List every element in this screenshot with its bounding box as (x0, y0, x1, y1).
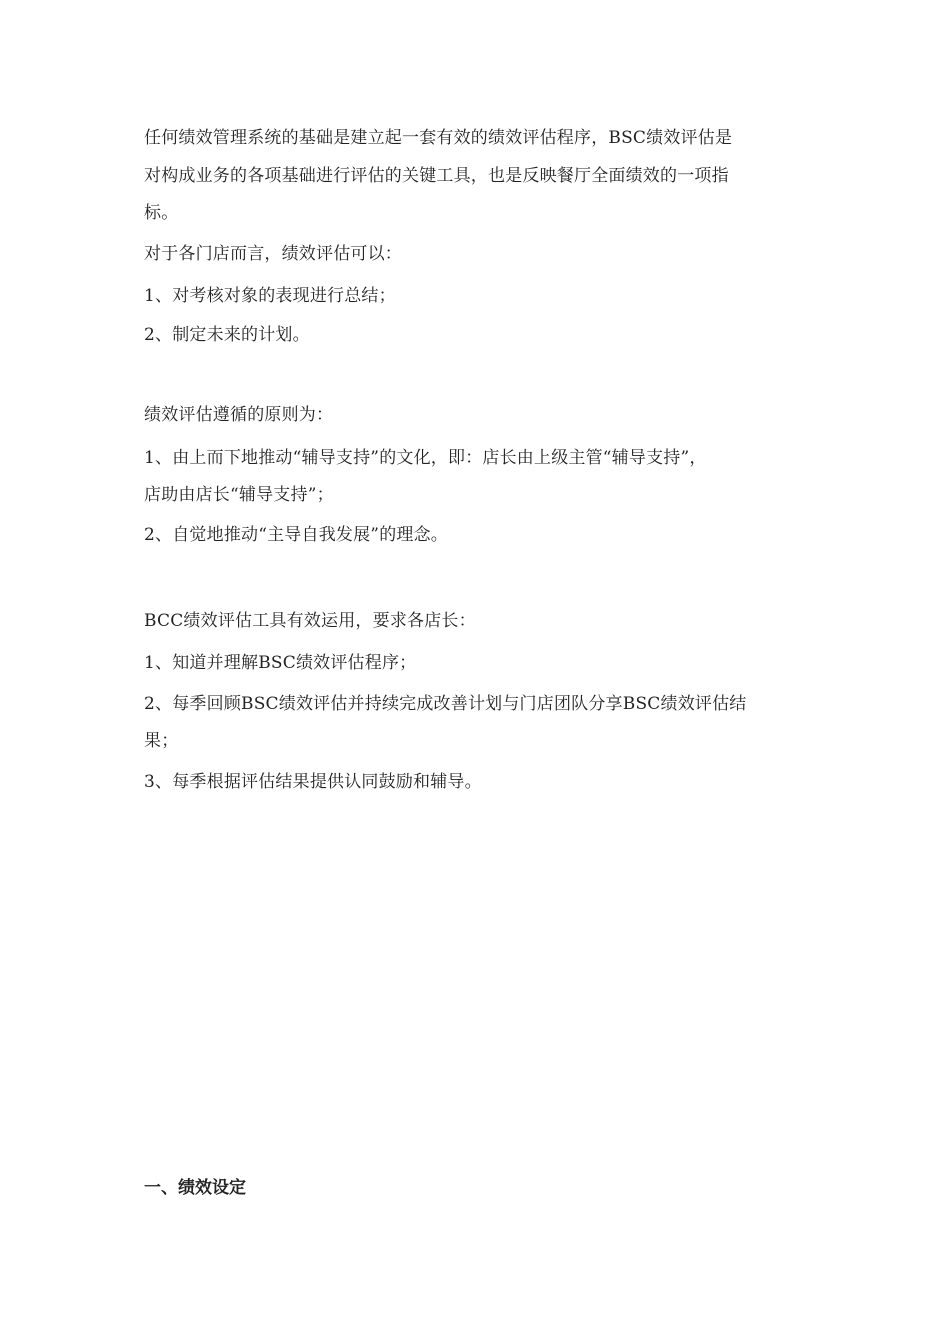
principles-lead: 绩效评估遵循的原则为： (144, 405, 334, 425)
principles-item-1-line-2: 店助由店长“辅导支持”； (144, 485, 334, 505)
requirements-item-1: 1、知道并理解BSC绩效评估程序； (144, 653, 417, 673)
requirements-item-3: 3、每季根据评估结果提供认同鼓励和辅导。 (144, 772, 482, 792)
requirements-lead: BCC绩效评估工具有效运用，要求各店长： (144, 611, 476, 631)
section-heading: 一、绩效设定 (144, 1178, 246, 1198)
requirements-item-2-line-1: 2、每季回顾BSC绩效评估并持续完成改善计划与门店团队分享BSC绩效评估结 (144, 694, 747, 714)
intro-line-1: 任何绩效管理系统的基础是建立起一套有效的绩效评估程序，BSC绩效评估是 (144, 128, 733, 148)
principles-item-1-line-1: 1、由上而下地推动“辅导支持”的文化，即：店长由上级主管“辅导支持”， (144, 448, 707, 468)
purpose-item-2: 2、制定未来的计划。 (144, 325, 310, 345)
intro-line-2: 对构成业务的各项基础进行评估的关键工具，也是反映餐厅全面绩效的一项指 (144, 166, 729, 186)
purpose-item-1: 1、对考核对象的表现进行总结； (144, 286, 396, 306)
principles-item-2: 2、自觉地推动“主导自我发展”的理念。 (144, 525, 448, 545)
requirements-item-2-line-2: 果； (144, 731, 179, 751)
purpose-lead: 对于各门店而言，绩效评估可以： (144, 244, 402, 264)
intro-line-3: 标。 (144, 203, 179, 223)
